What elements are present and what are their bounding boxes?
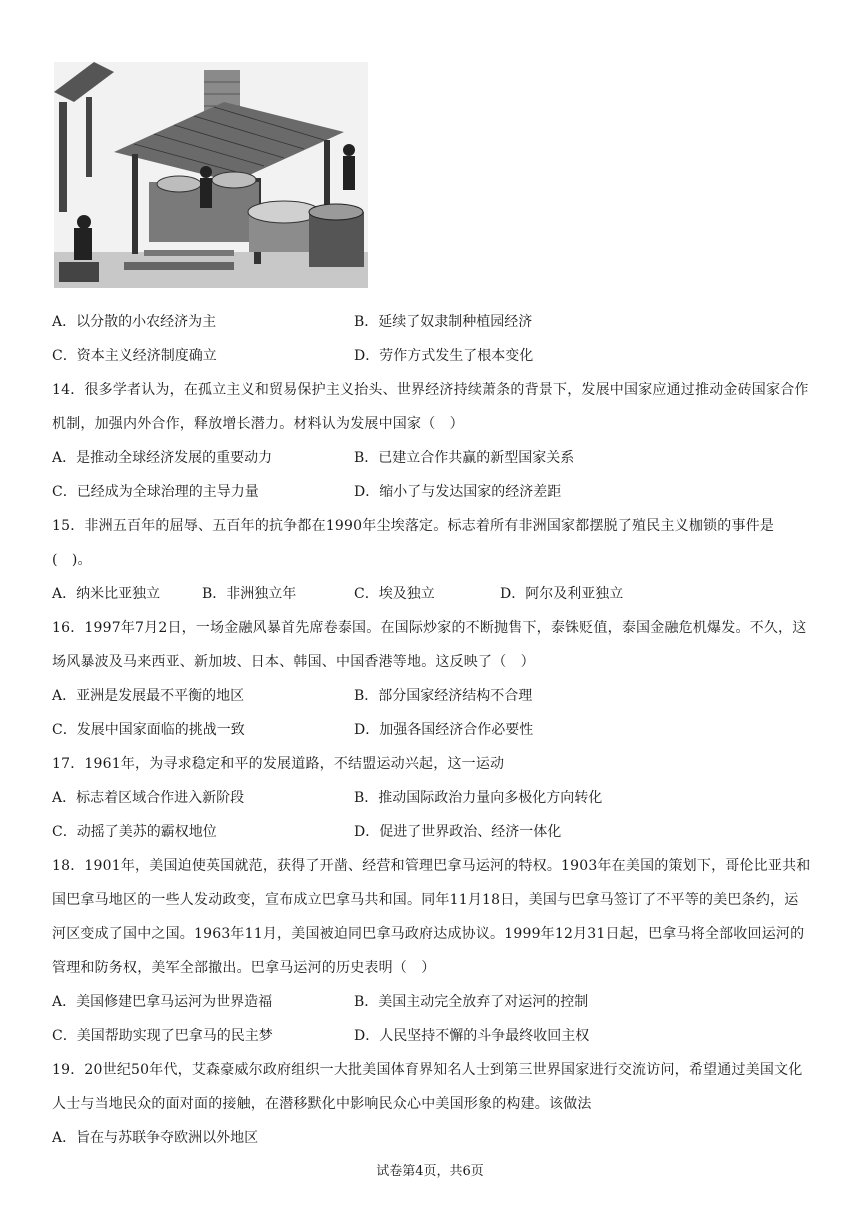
q16-option-d[interactable]: D．加强各国经济合作必要性 <box>354 722 534 738</box>
q19-option-a[interactable]: A．旨在与苏联争夺欧洲以外地区 <box>52 1130 259 1146</box>
q14-option-c[interactable]: C．已经成为全球治理的主导力量 <box>52 484 259 500</box>
q13-option-b[interactable]: B．延续了奴隶制种植园经济 <box>354 314 533 330</box>
q18-option-d[interactable]: D．人民坚持不懈的斗争最终收回主权 <box>354 1028 590 1044</box>
q15-option-a[interactable]: A．纳米比亚独立 <box>52 586 161 602</box>
q19-options-row-1 <box>52 1121 812 1155</box>
q14-option-d[interactable]: D．缩小了与发达国家的经济差距 <box>354 484 562 500</box>
q15-option-d[interactable]: D．阿尔及利亚独立 <box>500 586 624 602</box>
q17-option-d[interactable]: D．促进了世界政治、经济一体化 <box>354 824 562 840</box>
q16-options-row-1 <box>52 679 812 713</box>
q13-option-d[interactable]: D．劳作方式发生了根本变化 <box>354 348 534 364</box>
q17-options-row-1 <box>52 781 812 815</box>
q17-stem: 17．1961年，为寻求稳定和平的发展道路，不结盟运动兴起，这一运动 <box>52 756 505 772</box>
q13-option-c[interactable]: C．资本主义经济制度确立 <box>52 348 217 364</box>
q17-option-b[interactable]: B．推动国际政治力量向多极化方向转化 <box>354 790 603 806</box>
q14-option-a[interactable]: A．是推动全球经济发展的重要动力 <box>52 450 273 466</box>
q14-options-row-1 <box>52 441 812 475</box>
q16-options-row-2 <box>52 713 812 747</box>
q18-option-c[interactable]: C．美国帮助实现了巴拿马的民主梦 <box>52 1028 273 1044</box>
q14-option-b[interactable]: B．已建立合作共赢的新型国家关系 <box>354 450 575 466</box>
plantation-workshop-illustration <box>54 62 368 288</box>
q13-options-row-1 <box>52 305 812 339</box>
q14-stem: 14．很多学者认为，在孤立主义和贸易保护主义抬头、世界经济持续萧条的背景下，发展中国家应通过推动金砖国家合作机制，加强内外合作，释放增长潜力。材料认为发展中国家（ ） <box>52 382 809 432</box>
q13-option-a[interactable]: A．以分散的小农经济为主 <box>52 314 217 330</box>
q18-option-b[interactable]: B．美国主动完全放弃了对运河的控制 <box>354 994 589 1010</box>
q15-option-c[interactable]: C．埃及独立 <box>354 586 435 602</box>
q16-option-a[interactable]: A．亚洲是发展最不平衡的地区 <box>52 688 245 704</box>
q14-options-row-2 <box>52 475 812 509</box>
question-area <box>52 305 812 1155</box>
q16-option-b[interactable]: B．部分国家经济结构不合理 <box>354 688 533 704</box>
q18-option-a[interactable]: A．美国修建巴拿马运河为世界造福 <box>52 994 273 1010</box>
q15-options-row <box>52 577 812 611</box>
q18-options-row-1 <box>52 985 812 1019</box>
q18-options-row-2 <box>52 1019 812 1053</box>
q17-option-a[interactable]: A．标志着区域合作进入新阶段 <box>52 790 245 806</box>
q16-stem: 16．1997年7月2日，一场金融风暴首先席卷泰国。在国际炒家的不断抛售下，泰铢贬值，泰国金融危机爆发。不久，这场风暴波及马来西亚、新加坡、日本、韩国、中国香港等地。这反映了（ ） <box>52 620 807 670</box>
q17-option-c[interactable]: C．动摇了美苏的霸权地位 <box>52 824 217 840</box>
page-footer: 试卷第4页，共6页 <box>376 1164 484 1179</box>
q18-stem: 18．1901年，美国迫使英国就范，获得了开凿、经营和管理巴拿马运河的特权。1903年在美国的策划下，哥伦比亚共和国巴拿马地区的一些人发动政变，宣布成立巴拿马共和国。同年11月18日，美国与巴拿马签订了不平等的美巴条约，运河区变成了国中之国。1963年11月，美国被迫同巴拿马政府达成协议。1999年12月31日起，巴拿马将全部收回运河的管理和防务权，美军全部撤出。巴拿马运河的历史表明（ ） <box>52 858 811 976</box>
q13-options-row-2 <box>52 339 812 373</box>
q15-option-b[interactable]: B．非洲独立年 <box>202 586 297 602</box>
q17-options-row-2 <box>52 815 812 849</box>
q19-stem: 19．20世纪50年代，艾森豪威尔政府组织一大批美国体育界知名人士到第三世界国家进行交流访问，希望通过美国文化人士与当地民众的面对面的接触，在潜移默化中影响民众心中美国形象的构建。该做法 <box>52 1062 803 1112</box>
q16-option-c[interactable]: C．发展中国家面临的挑战一致 <box>52 722 245 738</box>
q15-stem: 15．非洲五百年的屈辱、五百年的抗争都在1990年尘埃落定。标志着所有非洲国家都摆脱了殖民主义枷锁的事件是( )。 <box>52 518 775 568</box>
